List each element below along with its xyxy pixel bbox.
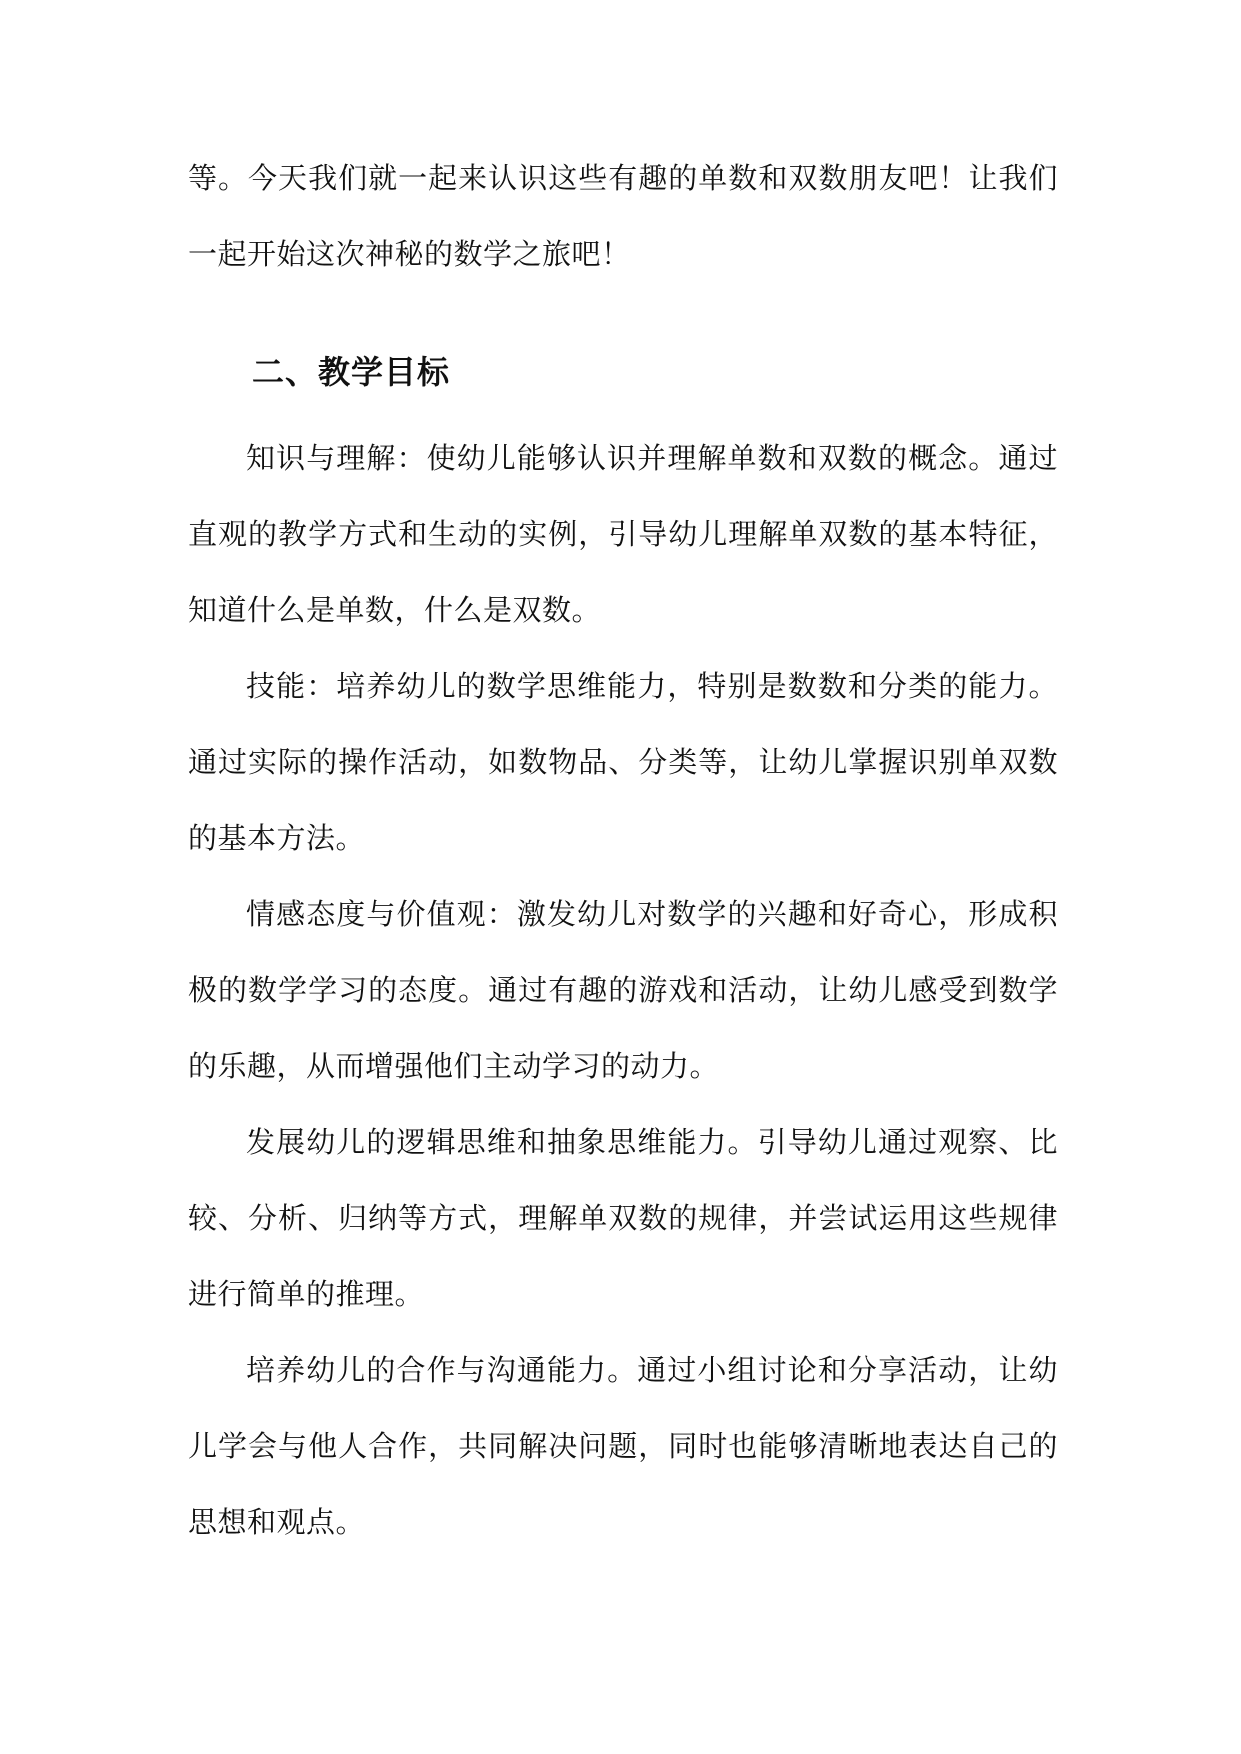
section-heading: 二、教学目标 — [252, 353, 451, 391]
paragraph-logic: 发展幼儿的逻辑思维和抽象思维能力。引导幼儿通过观察、比较、分析、归纳等方式，理解单双数的规律，并尝试运用这些规律进行简单的推理。 — [188, 1125, 1058, 1311]
paragraph-knowledge: 知识与理解：使幼儿能够认识并理解单数和双数的概念。通过直观的教学方式和生动的实例，引导幼儿理解单双数的基本特征，知道什么是单数，什么是双数。 — [188, 441, 1058, 627]
paragraph-skills: 技能：培养幼儿的数学思维能力，特别是数数和分类的能力。通过实际的操作活动，如数物品、分类等，让幼儿掌握识别单双数的基本方法。 — [188, 669, 1058, 855]
paragraph-attitude: 情感态度与价值观：激发幼儿对数学的兴趣和好奇心，形成积极的数学学习的态度。通过有趣的游戏和活动，让幼儿感受到数学的乐趣，从而增强他们主动学习的动力。 — [188, 897, 1058, 1083]
paragraph-cooperation: 培养幼儿的合作与沟通能力。通过小组讨论和分享活动，让幼儿学会与他人合作，共同解决问题，同时也能够清晰地表达自己的思想和观点。 — [188, 1353, 1058, 1539]
intro-paragraph: 等。今天我们就一起来认识这些有趣的单数和双数朋友吧！让我们一起开始这次神秘的数学之旅吧！ — [188, 161, 1058, 271]
document-body — [188, 140, 1058, 1560]
